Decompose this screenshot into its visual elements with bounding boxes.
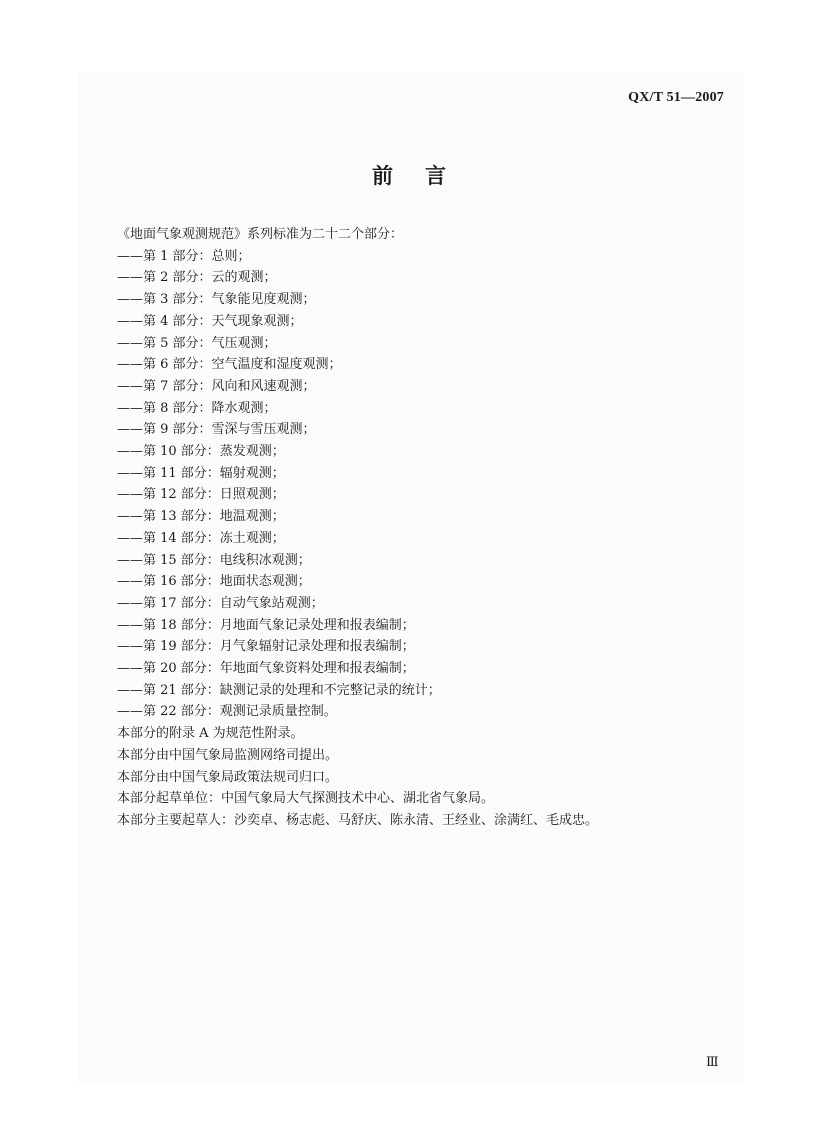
part-list-item: ——第 20 部分：年地面气象资料处理和报表编制； xyxy=(117,661,415,677)
part-list-item: ——第 18 部分：月地面气象记录处理和报表编制； xyxy=(117,617,415,633)
part-list-item: ——第 16 部分：地面状态观测； xyxy=(117,574,311,590)
part-list-item: ——第 19 部分：月气象辐射记录处理和报表编制； xyxy=(117,639,415,655)
part-list-item: ——第 17 部分：自动气象站观测； xyxy=(117,595,324,611)
statement-line: 本部分的附录 A 为规范性附录。 xyxy=(117,726,304,742)
parts-list xyxy=(117,246,717,723)
foreword-body xyxy=(117,224,717,832)
part-list-item: ——第 7 部分：风向和风速观测； xyxy=(117,378,316,394)
part-list-item: ——第 4 部分：天气现象观测； xyxy=(117,313,303,329)
page-title: 前言 xyxy=(372,163,478,188)
part-list-item: ——第 12 部分：日照观测； xyxy=(117,487,285,503)
page-number: Ⅲ xyxy=(706,1054,719,1069)
document-code: QX/T 51—2007 xyxy=(628,90,724,105)
part-list-item: ——第 21 部分：缺测记录的处理和不完整记录的统计； xyxy=(117,682,441,698)
part-list-item: ——第 13 部分：地温观测； xyxy=(117,509,285,525)
statement-line: 本部分主要起草人：沙奕卓、杨志彪、马舒庆、陈永清、王经业、涂满红、毛成忠。 xyxy=(117,812,599,828)
part-list-item: ——第 10 部分：蒸发观测； xyxy=(117,444,285,460)
statement-line: 本部分起草单位：中国气象局大气探测技术中心、湖北省气象局。 xyxy=(117,791,495,807)
part-list-item: ——第 3 部分：气象能见度观测； xyxy=(117,292,316,308)
part-list-item: ——第 14 部分：冻土观测； xyxy=(117,530,285,546)
part-list-item: ——第 8 部分：降水观测； xyxy=(117,400,277,416)
part-list-item: ——第 22 部分：观测记录质量控制。 xyxy=(117,704,337,720)
part-list-item: ——第 15 部分：电线积冰观测； xyxy=(117,552,311,568)
part-list-item: ——第 1 部分：总则； xyxy=(117,248,251,264)
statement-line: 本部分由中国气象局监测网络司提出。 xyxy=(117,747,339,763)
statements-list xyxy=(117,723,717,832)
part-list-item: ——第 2 部分：云的观测； xyxy=(117,270,277,286)
part-list-item: ——第 11 部分：辐射观测； xyxy=(117,465,285,481)
part-list-item: ——第 5 部分：气压观测； xyxy=(117,335,277,351)
part-list-item: ——第 6 部分：空气温度和湿度观测； xyxy=(117,357,342,373)
part-list-item: ——第 9 部分：雪深与雪压观测； xyxy=(117,422,316,438)
statement-line: 本部分由中国气象局政策法规司归口。 xyxy=(117,769,339,785)
intro-line: 《地面气象观测规范》系列标准为二十二个部分： xyxy=(117,227,404,242)
